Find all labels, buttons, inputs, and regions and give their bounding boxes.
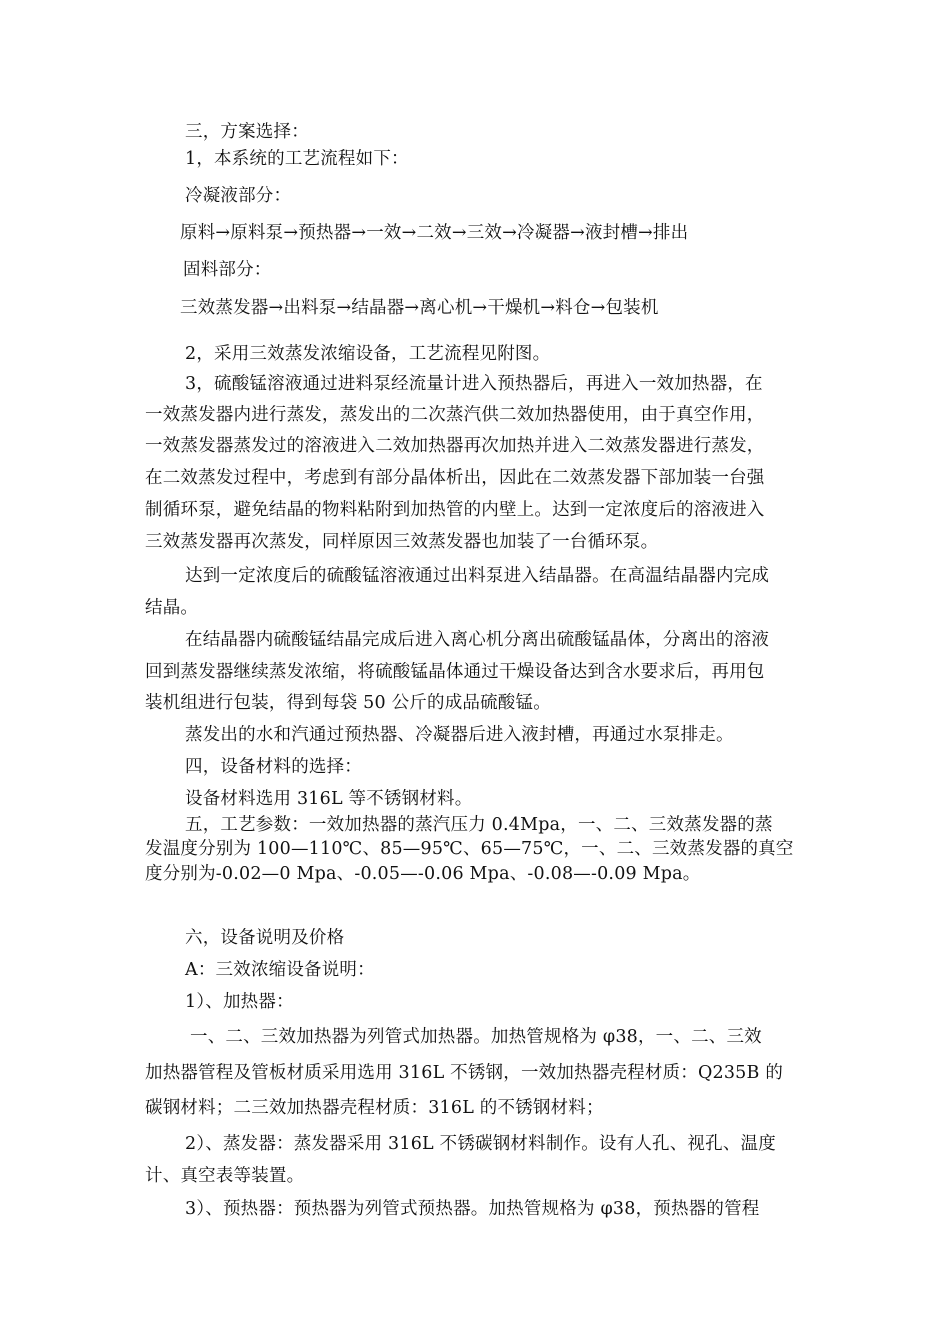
section5-line3: 度分别为-0.02—0 Mpa、-0.05—-0.06 Mpa、-0.08—-0.09 Mpa。 <box>145 864 701 884</box>
solid-flow: 三效蒸发器→出料泵→结晶器→离心机→干燥机→料仓→包装机 <box>180 298 659 318</box>
heater-title: 1）、加热器： <box>185 992 294 1012</box>
section3-p3-line3: 一效蒸发器蒸发过的溶液进入二效加热器再次加热并进入二效蒸发器进行蒸发， <box>145 436 765 456</box>
section3-p4-line2: 结晶。 <box>145 598 199 618</box>
section3-p6: 蒸发出的水和汽通过预热器、冷凝器后进入液封槽，再通过水泵排走。 <box>185 725 734 745</box>
condensate-label: 冷凝液部分： <box>185 186 292 206</box>
section3-p5-line2: 回到蒸发器继续蒸发浓缩，将硫酸锰晶体通过干燥设备达到含水要求后，再用包 <box>145 662 765 682</box>
section3-item1: 1，本系统的工艺流程如下： <box>185 149 409 169</box>
section3-p3-line2: 一效蒸发器内进行蒸发，蒸发出的二次蒸汽供二效加热器使用，由于真空作用， <box>145 405 765 425</box>
evaporator-text-line2: 计、真空表等装置。 <box>145 1166 305 1186</box>
solid-label: 固料部分： <box>183 260 272 280</box>
section4-text: 设备材料选用 316L 等不锈钢材料。 <box>185 789 473 809</box>
evaporator-text-line1: 2）、蒸发器：蒸发器采用 316L 不锈碳钢材料制作。设有人孔、视孔、温度 <box>185 1134 776 1154</box>
section5-line1: 五，工艺参数：一效加热器的蒸汽压力 0.4Mpa，一、二、三效蒸发器的蒸 <box>185 815 773 835</box>
section3-p4-line1: 达到一定浓度后的硫酸锰溶液通过出料泵进入结晶器。在高温结晶器内完成 <box>185 566 770 586</box>
section3-p3-line6: 三效蒸发器再次蒸发，同样原因三效蒸发器也加装了一台循环泵。 <box>145 532 659 552</box>
heater-text-line2: 加热器管程及管板材质采用选用 316L 不锈钢，一效加热器壳程材质：Q235B 的 <box>145 1063 784 1083</box>
preheater-text: 3）、预热器：预热器为列管式预热器。加热管规格为 φ38，预热器的管程 <box>185 1199 760 1219</box>
condensate-flow: 原料→原料泵→预热器→一效→二效→三效→冷凝器→液封槽→排出 <box>180 223 689 243</box>
section3-p5-line3: 装机组进行包装，得到每袋 50 公斤的成品硫酸锰。 <box>145 693 551 713</box>
section3-item2: 2，采用三效蒸发浓缩设备，工艺流程见附图。 <box>185 344 551 364</box>
section3-p3-line5: 制循环泵，避免结晶的物料粘附到加热管的内壁上。达到一定浓度后的溶液进入 <box>145 500 765 520</box>
section5-line2: 发温度分别为 100—110℃、85—95℃、65—75℃，一、二、三效蒸发器的真空 <box>145 839 794 859</box>
section3-heading: 三，方案选择： <box>185 122 309 142</box>
heater-text-line3: 碳钢材料；二三效加热器壳程材质：316L 的不锈钢材料； <box>145 1098 604 1118</box>
section6-subheading: A：三效浓缩设备说明： <box>185 960 375 980</box>
section3-p3-line4: 在二效蒸发过程中，考虑到有部分晶体析出，因此在二效蒸发器下部加装一台强 <box>145 468 765 488</box>
section3-p3-line1: 3，硫酸锰溶液通过进料泵经流量计进入预热器后，再进入一效加热器，在 <box>185 374 763 394</box>
section3-p5-line1: 在结晶器内硫酸锰结晶完成后进入离心机分离出硫酸锰晶体，分离出的溶液 <box>185 630 770 650</box>
heater-text-line1: 一、二、三效加热器为列管式加热器。加热管规格为 φ38，一、二、三效 <box>190 1027 762 1047</box>
section6-heading: 六，设备说明及价格 <box>185 928 345 948</box>
section4-heading: 四，设备材料的选择： <box>185 757 362 777</box>
